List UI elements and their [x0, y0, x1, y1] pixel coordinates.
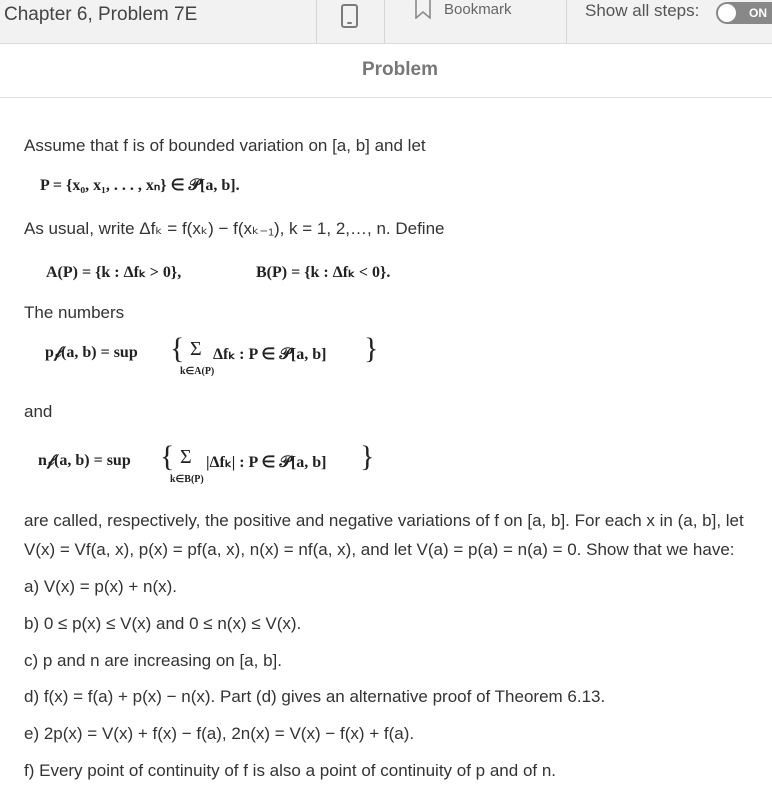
problem-text-line: Assume that f is of bounded variation on [a, b] and let: [24, 136, 426, 155]
toolbar-divider: [384, 0, 385, 44]
math-positive-variation-lhs: p𝒻(a, b) = sup: [45, 344, 138, 361]
problem-text-line: are called, respectively, the positive and negative variations of f on [a, b]. For each x in (a, b], let: [24, 511, 744, 530]
math-negative-variation-body: |Δfₖ| : P ∈ 𝒫[a, b]: [206, 454, 327, 471]
part-b: b) 0 ≤ p(x) ≤ V(x) and 0 ≤ n(x) ≤ V(x).: [24, 614, 302, 633]
part-d: d) f(x) = f(a) + p(x) − n(x). Part (d) gives an alternative proof of Theorem 6.13.: [24, 687, 606, 706]
math-positive-variation-brace-left: {: [170, 332, 185, 365]
math-negative-variation-brace-right: }: [360, 440, 375, 473]
part-f: f) Every point of continuity of f is also a point of continuity of p and of n.: [24, 761, 557, 780]
math-partition: P = {x₀, x₁, . . . , xₙ} ∈ 𝒫[a, b].: [40, 177, 240, 194]
toggle-state-label: ON: [749, 6, 767, 20]
toolbar-divider: [316, 0, 317, 44]
show-all-steps-toggle[interactable]: [716, 2, 772, 24]
problem-text-line: The numbers: [24, 303, 125, 322]
sum-limit: k∈A(P): [180, 366, 215, 377]
toolbar-divider: [566, 0, 567, 44]
math-set-a: A(P) = {k : Δfₖ > 0},: [46, 264, 182, 281]
sigma-symbol: Σ: [190, 338, 202, 360]
part-a: a) V(x) = p(x) + n(x).: [24, 577, 178, 596]
problem-text-line: V(x) = Vf(a, x), p(x) = pf(a, x), n(x) = nf(a, x), and let V(a) = p(a) = n(a) = 0. Show that we have:: [24, 540, 735, 559]
bookmark-label: Bookmark: [444, 1, 512, 18]
math-negative-variation-lhs: n𝒻(a, b) = sup: [38, 452, 131, 469]
math-positive-variation-body: Δfₖ : P ∈ 𝒫[a, b]: [213, 346, 327, 363]
bookmark-button[interactable]: [414, 0, 512, 30]
toggle-knob: [718, 4, 736, 22]
math-positive-variation-brace-right: }: [364, 332, 379, 365]
problem-heading: Problem: [361, 59, 439, 80]
part-c: c) p and n are increasing on [a, b].: [24, 651, 282, 670]
problem-tab: [0, 44, 772, 98]
math-set-b: B(P) = {k : Δfₖ < 0}.: [256, 264, 391, 281]
bookmark-icon: [414, 0, 432, 19]
show-all-steps-label: Show all steps:: [585, 1, 700, 20]
sum-limit: k∈B(P): [170, 474, 204, 485]
mobile-view-icon[interactable]: [341, 4, 358, 28]
sigma-symbol: Σ: [180, 446, 192, 468]
math-negative-variation-brace-left: {: [160, 440, 175, 473]
part-e: e) 2p(x) = V(x) + f(x) − f(a), 2n(x) = V(x) − f(x) + f(a).: [24, 724, 415, 743]
problem-text-line: As usual, write Δfₖ = f(xₖ) − f(xₖ₋₁), k = 1, 2,…, n. Define: [24, 219, 445, 238]
chapter-title: Chapter 6, Problem 7E: [4, 4, 198, 25]
top-toolbar: [0, 0, 772, 44]
problem-text-line: and: [24, 402, 53, 421]
